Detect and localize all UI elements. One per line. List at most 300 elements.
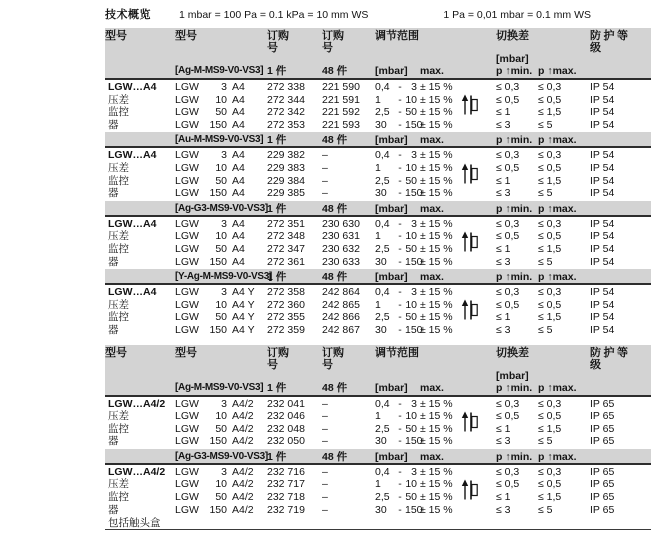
pressure-rise-icon: [461, 230, 485, 255]
ip-rating-cell: IP 54: [590, 255, 615, 268]
pmin-cell: ≤ 3: [496, 118, 511, 131]
range-cell: 1 - 10: [375, 161, 417, 174]
unit-conversion-right: 1 Pa = 0,01 mbar = 0.1 mm WS: [443, 9, 591, 21]
pmax-cell: ≤ 5: [538, 187, 553, 200]
pmax-cell: ≤ 5: [538, 323, 553, 336]
pmin-cell: ≤ 0,3: [496, 217, 520, 230]
ip-rating-cell: IP 54: [590, 161, 615, 174]
ip-rating-cell: IP 65: [590, 422, 615, 435]
model-cell: LGW 50 A4: [175, 106, 245, 119]
table-row: [175, 410, 651, 423]
spacer: [586, 134, 646, 146]
pmin-cell: ≤ 0,5: [496, 230, 520, 243]
order-bulk-cell: 242 864: [322, 286, 360, 299]
tolerance-cell: ± 15 %: [420, 435, 453, 448]
group-line: 监控: [108, 174, 129, 187]
pmax-header: p ↑max.: [538, 271, 577, 284]
spacer: [105, 134, 175, 146]
tolerance-cell: ± 15 %: [420, 187, 453, 200]
ip-rating-cell: IP 54: [590, 106, 615, 119]
spacer: [586, 203, 646, 215]
range-cell: 0,4 - 3: [375, 149, 417, 162]
unit-bulk-label: 48 件: [322, 450, 348, 463]
ip-rating-cell: IP 65: [590, 478, 615, 491]
col-header-order-single: 订购号: [267, 30, 289, 54]
pmax-cell: ≤ 0,5: [538, 93, 562, 106]
pmin-header: p ↑min.: [496, 65, 533, 77]
pmax-cell: ≤ 0,3: [538, 149, 562, 162]
unit-single-label: 1 件: [267, 65, 287, 77]
range-cell: 30 - 150: [375, 435, 423, 448]
table-row: [175, 435, 651, 448]
unit-single-label: 1 件: [267, 271, 287, 284]
pmax-cell: ≤ 5: [538, 118, 553, 131]
unit-single-label: 1 件: [267, 381, 287, 394]
pmax-cell: ≤ 1,5: [538, 422, 562, 435]
range-cell: 2,5 - 50: [375, 491, 417, 504]
order-single-cell: 272 358: [267, 286, 305, 299]
tolerance-cell: ± 15 %: [420, 503, 453, 516]
range-cell: 30 - 150: [375, 187, 423, 200]
table-row: [175, 504, 651, 517]
pmax-cell: ≤ 1,5: [538, 242, 562, 255]
product-block: [105, 80, 651, 132]
order-single-cell: 272 351: [267, 217, 305, 230]
group-line: 器: [108, 503, 119, 516]
order-bulk-cell: 242 866: [322, 311, 360, 324]
group-line: 器: [108, 323, 119, 336]
table-row: [175, 218, 651, 231]
diff-unit-label: [mbar]: [496, 53, 529, 65]
product-block: [105, 285, 651, 337]
pmax-header: p ↑max.: [538, 65, 577, 77]
variant-subheader: [105, 201, 651, 215]
pressure-rise-icon: [461, 299, 485, 324]
pmin-header: p ↑min.: [496, 450, 533, 463]
group-label: [108, 81, 175, 131]
max-label: max.: [420, 271, 444, 284]
pmax-cell: ≤ 5: [538, 503, 553, 516]
variant-code: [Y-Ag-M-MS9-V0-VS3]: [175, 271, 273, 283]
ip-rating-cell: IP 54: [590, 286, 615, 299]
ip-rating-cell: IP 54: [590, 311, 615, 324]
range-cell: 30 - 150: [375, 255, 423, 268]
tolerance-cell: ± 15 %: [420, 230, 453, 243]
spacer: [458, 382, 488, 394]
pmax-header: p ↑max.: [538, 450, 577, 463]
ip-rating-cell: IP 54: [590, 174, 615, 187]
order-single-cell: 272 360: [267, 298, 305, 311]
ip-rating-cell: IP 54: [590, 81, 615, 93]
tolerance-cell: ± 15 %: [420, 149, 453, 162]
max-label: max.: [420, 202, 444, 215]
group-line: 器: [108, 435, 119, 448]
pmin-header: p ↑min.: [496, 271, 533, 284]
max-label: max.: [420, 381, 444, 394]
model-cell: LGW 10 A4 Y: [175, 298, 255, 311]
spacer: [458, 187, 488, 200]
group-series: LGW…A4: [108, 217, 157, 230]
ip-rating-cell: IP 54: [590, 298, 615, 311]
order-single-cell: 232 041: [267, 397, 305, 410]
unit-bulk-label: 48 件: [322, 271, 348, 284]
spacer: [458, 81, 488, 94]
pmin-header: p ↑min.: [496, 134, 533, 147]
page-title: 技术概览: [105, 9, 151, 21]
ip-rating-cell: IP 65: [590, 491, 615, 504]
pmax-header: p ↑max.: [538, 202, 577, 215]
table-row: [175, 311, 651, 324]
order-single-cell: 232 048: [267, 422, 305, 435]
group-series: LGW…A4/2: [108, 397, 166, 410]
pmin-cell: ≤ 0,5: [496, 478, 520, 491]
spacer: [458, 203, 488, 215]
ip-rating-cell: IP 54: [590, 187, 615, 200]
order-bulk-cell: –: [322, 187, 328, 200]
product-block: [105, 148, 651, 200]
tolerance-cell: ± 15 %: [420, 397, 453, 410]
group-line: 器: [108, 187, 119, 200]
tolerance-cell: ± 15 %: [420, 93, 453, 106]
order-bulk-cell: –: [322, 503, 328, 516]
order-bulk-cell: –: [322, 149, 328, 162]
group-line: 压差: [108, 298, 129, 311]
pmin-cell: ≤ 3: [496, 323, 511, 336]
ip-rating-cell: IP 65: [590, 503, 615, 516]
pmin-cell: ≤ 3: [496, 255, 511, 268]
tolerance-cell: ± 15 %: [420, 298, 453, 311]
pmax-cell: ≤ 1,5: [538, 106, 562, 119]
tolerance-cell: ± 15 %: [420, 286, 453, 299]
order-single-cell: 272 342: [267, 106, 305, 119]
ip-rating-cell: IP 65: [590, 435, 615, 448]
variant-code: [Ag-G3-MS9-V0-VS3]: [175, 450, 268, 462]
order-bulk-cell: –: [322, 174, 328, 187]
group-line: 压差: [108, 478, 129, 491]
mbar-label: [mbar]: [375, 134, 408, 147]
product-block: [105, 217, 651, 269]
tolerance-cell: ± 15 %: [420, 323, 453, 336]
spacer: [586, 271, 646, 283]
ip-rating-cell: IP 54: [590, 323, 615, 336]
model-cell: LGW 150 A4 Y: [175, 323, 255, 336]
max-label: max.: [420, 450, 444, 463]
spacer: [105, 271, 175, 283]
spacer: [458, 504, 488, 517]
table-row: [175, 398, 651, 411]
order-bulk-cell: 242 865: [322, 298, 360, 311]
table-row: [175, 175, 651, 188]
table-row: [175, 94, 651, 107]
order-single-cell: 232 719: [267, 503, 305, 516]
unit-single-label: 1 件: [267, 134, 287, 147]
order-single-cell: 232 050: [267, 435, 305, 448]
pmax-cell: ≤ 0,3: [538, 286, 562, 299]
pmin-cell: ≤ 0,5: [496, 298, 520, 311]
col-header-model: 型号: [175, 346, 197, 359]
group-line: 压差: [108, 230, 129, 243]
col-header-switching-diff: 切换差: [496, 30, 529, 42]
pmin-cell: ≤ 0,3: [496, 397, 520, 410]
group-label: [108, 398, 175, 448]
range-cell: 1 - 10: [375, 410, 417, 423]
pressure-rise-icon: [461, 94, 485, 119]
group-line: 监控: [108, 242, 129, 255]
pmax-cell: ≤ 0,5: [538, 230, 562, 243]
order-bulk-cell: 221 591: [322, 93, 360, 106]
pmax-cell: ≤ 0,3: [538, 217, 562, 230]
unit-bulk-label: 48 件: [322, 381, 348, 394]
spacer: [586, 65, 646, 77]
spacer: [458, 65, 488, 77]
pmax-cell: ≤ 5: [538, 435, 553, 448]
range-cell: 1 - 10: [375, 93, 417, 106]
spacer: [458, 398, 488, 411]
model-cell: LGW 150 A4: [175, 118, 245, 131]
spacer: [458, 149, 488, 162]
model-cell: LGW 150 A4/2: [175, 435, 254, 448]
spacer: [458, 324, 488, 337]
pmax-cell: ≤ 5: [538, 255, 553, 268]
tolerance-cell: ± 15 %: [420, 465, 453, 478]
mbar-label: [mbar]: [375, 381, 408, 394]
spacer: [458, 134, 488, 146]
spec-table-a4-2: [105, 345, 651, 531]
pmax-cell: ≤ 0,3: [538, 397, 562, 410]
range-cell: 1 - 10: [375, 230, 417, 243]
pmax-cell: ≤ 1,5: [538, 174, 562, 187]
col-header-group: 型号: [105, 30, 127, 42]
mbar-label: [mbar]: [375, 202, 408, 215]
order-bulk-cell: –: [322, 491, 328, 504]
variant-subheader: [105, 449, 651, 463]
variant-subheader: [105, 269, 651, 283]
spacer: [105, 203, 175, 215]
ip-rating-cell: IP 54: [590, 230, 615, 243]
table-row: [175, 162, 651, 175]
group-line: 监控: [108, 106, 129, 119]
model-cell: LGW 150 A4: [175, 255, 245, 268]
pmin-cell: ≤ 1: [496, 491, 511, 504]
order-bulk-cell: 230 631: [322, 230, 360, 243]
pmin-cell: ≤ 0,5: [496, 161, 520, 174]
table-row: [175, 230, 651, 243]
table-row: [175, 299, 651, 312]
table-row: [175, 106, 651, 119]
col-header-order-bulk: 订购号: [322, 30, 344, 54]
spec-table-a4: [105, 28, 651, 338]
range-cell: 30 - 150: [375, 503, 423, 516]
model-cell: LGW 3 A4: [175, 149, 245, 162]
group-series: LGW…A4: [108, 149, 157, 162]
col-header-switching-diff: 切换差: [496, 346, 529, 359]
order-single-cell: 232 046: [267, 410, 305, 423]
tolerance-cell: ± 15 %: [420, 311, 453, 324]
order-single-cell: 232 718: [267, 491, 305, 504]
group-line: 压差: [108, 93, 129, 106]
spacer: [586, 382, 646, 394]
spacer: [105, 65, 175, 77]
ip-rating-cell: IP 54: [590, 118, 615, 131]
table-row: [175, 466, 651, 479]
tolerance-cell: ± 15 %: [420, 242, 453, 255]
max-label: max.: [420, 65, 444, 77]
order-bulk-cell: 242 867: [322, 323, 360, 336]
order-single-cell: 272 348: [267, 230, 305, 243]
table-header: [105, 28, 651, 78]
unit-bulk-label: 48 件: [322, 65, 348, 77]
order-single-cell: 272 344: [267, 93, 305, 106]
table-row: [175, 187, 651, 200]
table-row: [175, 243, 651, 256]
tolerance-cell: ± 15 %: [420, 255, 453, 268]
model-cell: LGW 10 A4/2: [175, 410, 254, 423]
group-series: LGW…A4: [108, 286, 157, 299]
model-cell: LGW 50 A4 Y: [175, 311, 255, 324]
table-header: [105, 345, 651, 395]
mbar-label: [mbar]: [375, 271, 408, 284]
range-cell: 0,4 - 3: [375, 81, 417, 93]
pmin-cell: ≤ 3: [496, 435, 511, 448]
pmin-cell: ≤ 0,3: [496, 286, 520, 299]
conversion-header: [105, 8, 651, 22]
group-line: 器: [108, 118, 119, 131]
model-cell: LGW 50 A4/2: [175, 422, 254, 435]
range-cell: 2,5 - 50: [375, 106, 417, 119]
pmin-cell: ≤ 3: [496, 187, 511, 200]
spacer: [458, 119, 488, 132]
model-cell: LGW 50 A4/2: [175, 491, 254, 504]
group-series: LGW…A4/2: [108, 465, 166, 478]
order-bulk-cell: –: [322, 161, 328, 174]
tolerance-cell: ± 15 %: [420, 422, 453, 435]
ip-rating-cell: IP 54: [590, 149, 615, 162]
spacer: [458, 256, 488, 269]
range-cell: 2,5 - 50: [375, 422, 417, 435]
pmin-cell: ≤ 1: [496, 422, 511, 435]
order-single-cell: 272 338: [267, 81, 305, 93]
table-row: [175, 324, 651, 337]
tolerance-cell: ± 15 %: [420, 174, 453, 187]
spacer: [105, 451, 175, 463]
order-bulk-cell: –: [322, 397, 328, 410]
order-single-cell: 229 385: [267, 187, 305, 200]
spacer: [105, 382, 175, 394]
spacer: [458, 286, 488, 299]
ip-rating-cell: IP 65: [590, 397, 615, 410]
table-gap: [105, 338, 651, 345]
col-header-group: 型号: [105, 346, 127, 359]
pmin-cell: ≤ 0,5: [496, 410, 520, 423]
group-line: 压差: [108, 161, 129, 174]
spacer: [458, 451, 488, 463]
col-header-order-bulk: 订购号: [322, 346, 344, 371]
pmax-cell: ≤ 0,5: [538, 410, 562, 423]
table-row: [175, 478, 651, 491]
range-cell: 0,4 - 3: [375, 465, 417, 478]
col-header-range: 调节范围: [375, 346, 419, 359]
order-bulk-cell: 230 632: [322, 242, 360, 255]
range-cell: 2,5 - 50: [375, 242, 417, 255]
spacer: [458, 271, 488, 283]
range-cell: 1 - 10: [375, 298, 417, 311]
model-cell: LGW 150 A4/2: [175, 503, 254, 516]
product-block: [105, 397, 651, 449]
table-row: [175, 491, 651, 504]
footnote-text: 包括触头盒: [108, 517, 161, 530]
variant-subheader: [105, 132, 651, 146]
order-bulk-cell: –: [322, 410, 328, 423]
order-bulk-cell: –: [322, 435, 328, 448]
group-series: LGW…A4: [108, 81, 157, 93]
group-line: 压差: [108, 410, 129, 423]
tolerance-cell: ± 15 %: [420, 410, 453, 423]
order-bulk-cell: 230 633: [322, 255, 360, 268]
tolerance-cell: ± 15 %: [420, 81, 453, 93]
group-label: [108, 149, 175, 199]
ip-rating-cell: IP 54: [590, 242, 615, 255]
col-header-protection: 防护等级: [590, 346, 631, 371]
tolerance-cell: ± 15 %: [420, 161, 453, 174]
order-single-cell: 272 355: [267, 311, 305, 324]
pmin-header: p ↑min.: [496, 202, 533, 215]
range-cell: 2,5 - 50: [375, 311, 417, 324]
unit-bulk-label: 48 件: [322, 134, 348, 147]
pressure-rise-icon: [461, 479, 485, 504]
ip-rating-cell: IP 54: [590, 217, 615, 230]
order-single-cell: 232 717: [267, 478, 305, 491]
order-single-cell: 272 359: [267, 323, 305, 336]
ip-rating-cell: IP 65: [590, 465, 615, 478]
order-bulk-cell: –: [322, 422, 328, 435]
model-cell: LGW 3 A4: [175, 81, 245, 93]
table-row: [175, 286, 651, 299]
pmax-cell: ≤ 1,5: [538, 311, 562, 324]
group-line: 监控: [108, 422, 129, 435]
variant-code: [Ag-M-MS9-V0-VS3]: [175, 381, 264, 393]
range-cell: 2,5 - 50: [375, 174, 417, 187]
unit-single-label: 1 件: [267, 450, 287, 463]
order-bulk-cell: –: [322, 465, 328, 478]
table-row: [175, 423, 651, 436]
col-header-range: 调节范围: [375, 30, 419, 42]
pmax-cell: ≤ 0,5: [538, 298, 562, 311]
pmin-cell: ≤ 1: [496, 174, 511, 187]
range-cell: 1 - 10: [375, 478, 417, 491]
pmin-cell: ≤ 1: [496, 106, 511, 119]
model-cell: LGW 3 A4/2: [175, 465, 254, 478]
group-line: 监控: [108, 491, 129, 504]
unit-conversion-left: 1 mbar = 100 Pa = 0.1 kPa = 10 mm WS: [179, 9, 369, 21]
model-cell: LGW 10 A4: [175, 230, 245, 243]
order-bulk-cell: 230 630: [322, 217, 360, 230]
tolerance-cell: ± 15 %: [420, 491, 453, 504]
pmin-cell: ≤ 0,3: [496, 465, 520, 478]
model-cell: LGW 50 A4: [175, 242, 245, 255]
spacer: [458, 435, 488, 448]
pmax-header: p ↑max.: [538, 381, 577, 394]
table-row: [175, 149, 651, 162]
pmin-header: p ↑min.: [496, 381, 533, 394]
product-block: [105, 465, 651, 517]
pmin-cell: ≤ 0,3: [496, 81, 520, 93]
order-bulk-cell: 221 593: [322, 118, 360, 131]
pmin-cell: ≤ 0,5: [496, 93, 520, 106]
pressure-rise-icon: [461, 410, 485, 435]
col-header-model: 型号: [175, 30, 197, 42]
pmin-cell: ≤ 1: [496, 311, 511, 324]
order-bulk-cell: –: [322, 478, 328, 491]
